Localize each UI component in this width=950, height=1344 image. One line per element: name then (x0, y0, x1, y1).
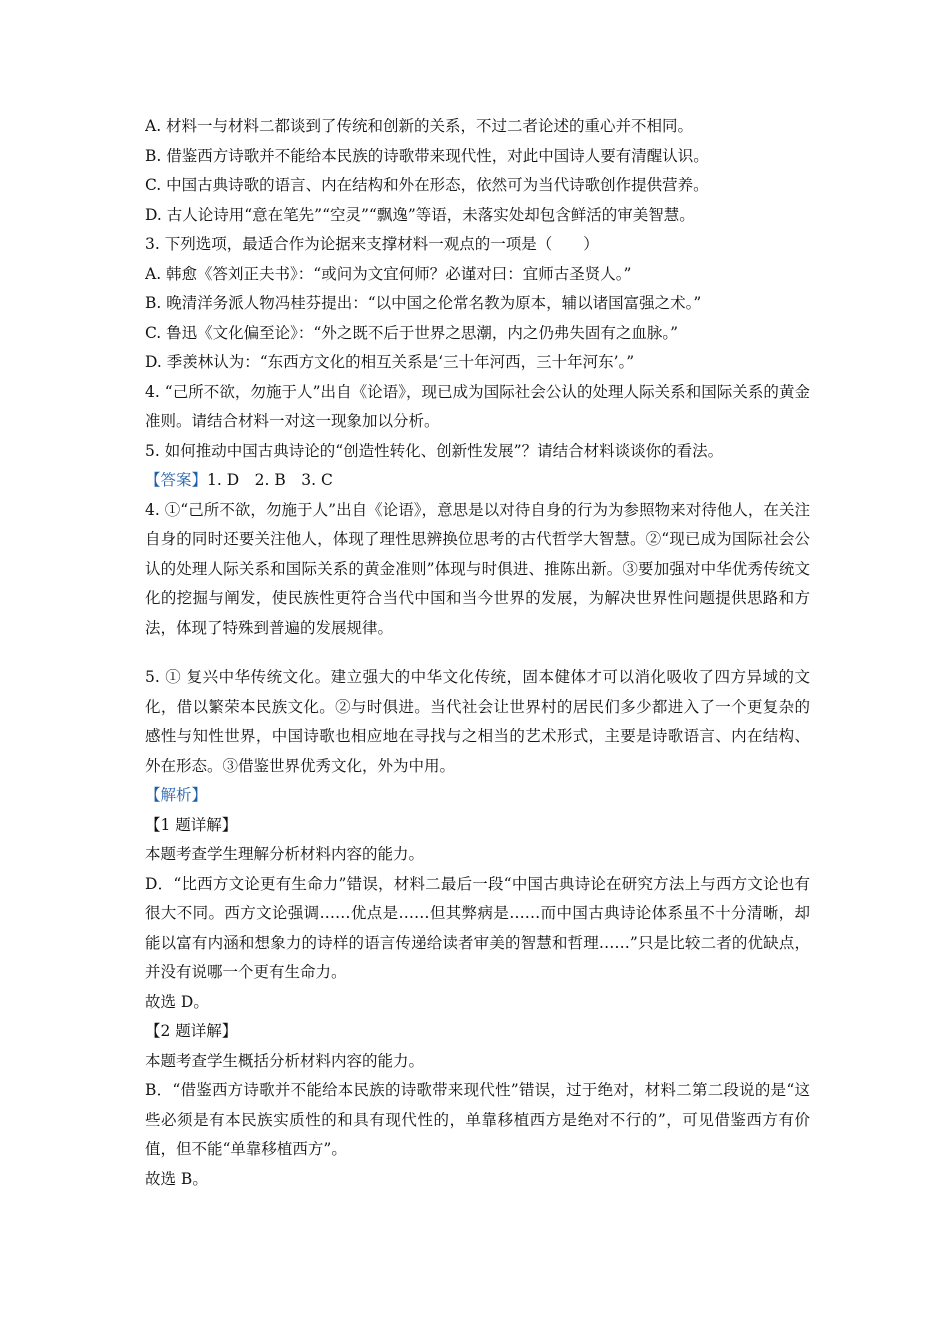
q1-detail-body: D．“比西方文论更有生命力”错误，材料二最后一段“中国古典诗论在研究方法上与西方文论也有很大不同。西方文论强调……优点是……但其弊病是……而中国古典诗论体系虽不十分清晰，却能以富有内涵和想象力的诗样的语言传递给读者审美的智慧和哲理……”只是比较二者的优缺点，并没有说哪一个更有生命力。 (145, 874, 810, 981)
q2-detail-heading: 【2 题详解】 (145, 1022, 238, 1040)
q3-option-a: A. 韩愈《答刘正夫书》：“或问为文宜何师？必谨对曰：宜师古圣贤人。” (145, 264, 632, 283)
q3-option-b: B. 晚清洋务派人物冯桂芬提出：“以中国之伦常名教为原本，辅以诸国富强之术。” (145, 294, 702, 312)
q2-option-d: D. 古人论诗用“意在笔先”“空灵”“飘逸”等语，未落实处却包含鲜活的审美智慧。 (145, 205, 695, 224)
answer-4: 4. ①“己所不欲，勿施于人”出自《论语》，意思是以对待自身的行为为参照物来对待他人，在关注自身的同时还要关注他人，体现了理性思辨换位思考的古代哲学大智慧。②“现已成为国际社会公认的处理人际关系和国际关系的黄金准则”体现与时俱进、推陈出新。③要加强对中华优秀传统文化的挖掘与阐发，使民族性更符合当代中国和当今世界的发展，为解决世界性问题提供思路和方法，体现了特殊到普遍的发展规律。 (145, 500, 810, 637)
q2-detail-body: B．“借鉴西方诗歌并不能给本民族的诗歌带来现代性”错误，过于绝对，材料二第二段说的是“这些必须是有本民族实质性的和具有现代性的，单靠移植西方是绝对不行的”，可见借鉴西方有价值，但不能“单靠移植西方”。 (145, 1081, 810, 1158)
answer-5: 5. ① 复兴中华传统文化。建立强大的中华文化传统，固本健体才可以消化吸收了四方异域的文化，借以繁荣本民族文化。②与时俱进。当代社会让世界村的居民们多少都进入了一个更复杂的感性与知性世界，中国诗歌也相应地在寻找与之相当的艺术形式，主要是诗歌语言、内在结构、外在形态。③借鉴世界优秀文化，外为中用。 (145, 668, 810, 775)
answer-label: 【答案】 (145, 471, 208, 489)
answer-line (145, 466, 810, 496)
q3-option-c: C. 鲁迅《文化偏至论》：“外之既不后于世界之思潮，内之仍弗失固有之血脉。” (145, 323, 679, 342)
document-page (145, 112, 810, 1194)
q4-stem: 4. “己所不欲，勿施于人”出自《论语》，现已成为国际社会公认的处理人际关系和国际关系的黄金准则。请结合材料一对这一现象加以分析。 (145, 382, 810, 430)
q2-detail-conclusion: 故选 B。 (145, 1169, 208, 1188)
q2-option-c: C. 中国古典诗歌的语言、内在结构和外在形态，依然可为当代诗歌创作提供营养。 (145, 176, 709, 194)
q2-option-b: B. 借鉴西方诗歌并不能给本民族的诗歌带来现代性，对此中国诗人要有清醒认识。 (145, 146, 709, 165)
q3-option-d: D. 季羡林认为：“东西方文化的相互关系是‘三十年河西，三十年河东’。” (145, 353, 635, 371)
q2-detail-intro: 本题考查学生概括分析材料内容的能力。 (145, 1051, 425, 1070)
answer-choices: 1. D 2. B 3. C (207, 471, 333, 489)
q1-detail-intro: 本题考查学生理解分析材料内容的能力。 (145, 845, 425, 863)
q1-detail-conclusion: 故选 D。 (145, 992, 209, 1011)
paragraph-gap (145, 643, 810, 663)
q5-stem: 5. 如何推动中国古典诗论的“创造性转化、创新性发展”？请结合材料谈谈你的看法。 (145, 441, 724, 460)
q1-detail-heading: 【1 题详解】 (145, 815, 238, 834)
q3-stem: 3. 下列选项，最适合作为论据来支撑材料一观点的一项是（ ） (145, 235, 599, 253)
q2-option-a: A. 材料一与材料二都谈到了传统和创新的关系，不过二者论述的重心并不相同。 (145, 117, 694, 135)
analysis-label: 【解析】 (145, 786, 208, 804)
